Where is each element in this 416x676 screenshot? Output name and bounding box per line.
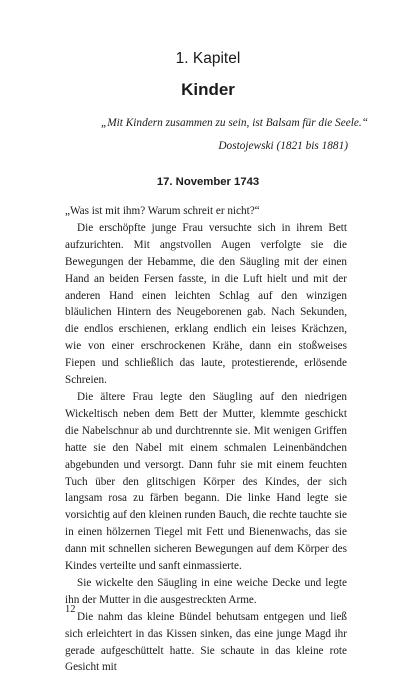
body-text [65,203,347,676]
chapter-title: Kinder [181,80,235,99]
paragraph: Die erschöpfte junge Frau versuchte sich in ihrem Bett aufzurichten. Mit angstvollen Augen verfolgte sie die Bewegungen der Hebamme, die den Säugling mit der einen Hand an beiden Fersen fasste, in die Luft hielt und mit der anderen Hand einen leichten Schlag auf den winzigen bläulichen Hintern des Neugeborenen gab. Nach Sekunden, die endlos erschienen, erklang endlich ein leises Krächzen, wie von einer erschrockenen Krähe, dann ein stoßweises Fiepen und schließlich das laute, protestierende, erlösende Schreien. [65,221,347,387]
paragraph: „Was ist mit ihm? Warum schreit er nicht?“ [65,205,260,217]
section-date: 17. November 1743 [156,176,260,188]
epigraph-quote: „Mit Kindern zusammen zu sein, ist Balsam für die Seele.“ [100,117,368,129]
page-number: 12 [65,604,76,615]
paragraph: Die ältere Frau legte den Säugling auf den niedrigen Wickeltisch neben dem Bett der Mutter, klemmte geschickt die Nabelschnur ab und durchtrennte sie. Mit wenigen Griffen hatte sie den Nabel mit einem schmalen Leinenbändchen abgebunden und versorgt. Dann fuhr sie mit einem feuchten Tuch über den glitschigen Körper des Kindes, der sich langsam rosa zu färben begann. Die linke Hand legte sie vorsichtig auf den kleinen runden Bauch, die rechte tauchte sie in einen hölzernen Tiegel mit Fett und Bienenwachs, das sie dann mit schnellen sicheren Bewegungen auf dem Körper des Kindes verteilte und sanft einmassierte. [65,390,347,573]
chapter-number: 1. Kapitel [175,50,241,67]
paragraph: Die nahm das kleine Bündel behutsam entgegen und ließ sich erleichtert in das Kissen sinken, das eine junge Magd ihr gerade aufgeschüttelt hatte. Sie schaute in das kleine rote Gesicht mit [65,610,347,674]
paragraph: Sie wickelte den Säugling in eine weiche Decke und legte ihn der Mutter in die ausgestreckten Arme. [65,576,347,606]
epigraph-source: Dostojewski (1821 bis 1881) [218,140,348,152]
